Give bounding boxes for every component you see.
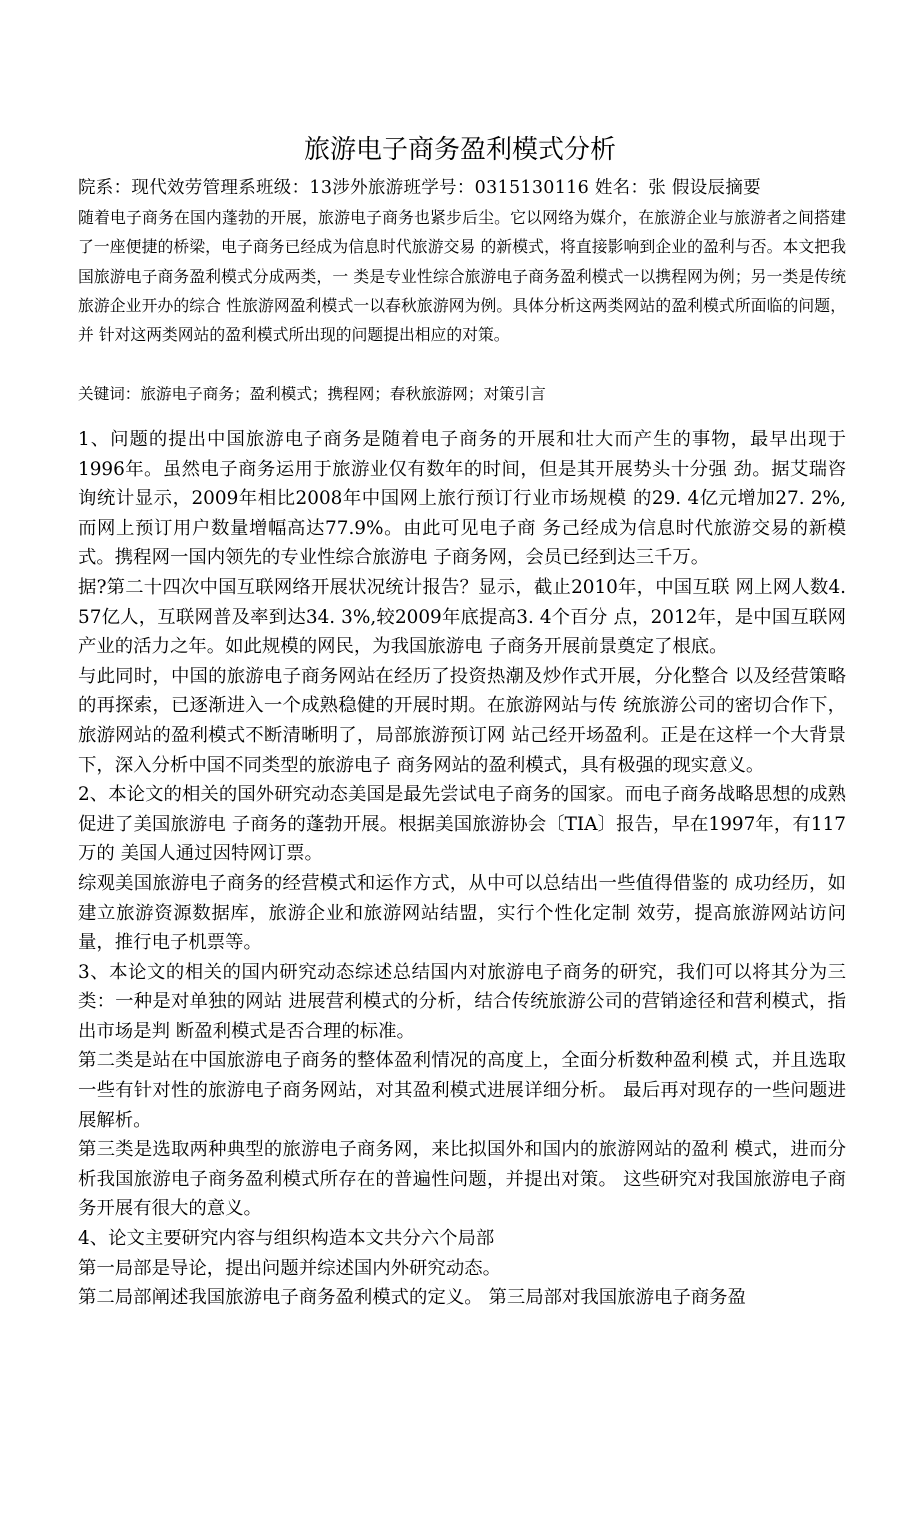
body-paragraph-7: 第二类是站在中国旅游电子商务的整体盈利情况的高度上，全面分析数种盈利模 式，并且选取一些有针对性的旅游电子商务网站，对其盈利模式进展详细分析。 最后再对现存的一些问题进展解析。	[78, 1050, 846, 1131]
body-paragraph-4: 2、本论文的相关的国外研究动态美国是最先尝试电子商务的国家。而电子商务战略思想的成熟促进了美国旅游电 子商务的蓬勃开展。根据美国旅游协会〔TIA〕报告，早在1997年，有117万的 美国人通过因特网订票。	[78, 784, 846, 865]
body-paragraph-9: 4、论文主要研究内容与组织构造本文共分六个局部	[78, 1228, 495, 1250]
body-paragraph-3: 与此同时，中国的旅游电子商务网站在经历了投资热潮及炒作式开展，分化整合 以及经营策略的再探索，已逐渐进入一个成熟稳健的开展时期。在旅游网站与传 统旅游公司的密切合作下，旅游网站的盈利模式不断清晰明了，局部旅游预订网 站己经开场盈利。正是在这样一个大背景下，深入分析中国不同类型的旅游电子 商务网站的盈利模式，具有极强的现实意义。	[78, 665, 846, 776]
body-paragraph-1: 1、问题的提出中国旅游电子商务是随着电子商务的开展和壮大而产生的事物，最早出现于 1996年。虽然电子商务运用于旅游业仅有数年的时间，但是其开展势头十分强 劲。据艾瑞咨询统计显示，2009年相比2008年中国网上旅行预订行业市场规模 的29. 4亿元增加27. 2%,而网上预订用户数量增幅高达77.9%。由此可见电子商 务己经成为信息时代旅游交易的新模式。携程网一国内领先的专业性综合旅游电 子商务网，会员已经到达三千万。	[78, 429, 846, 569]
body-text	[78, 425, 846, 1313]
keywords-line: 关键词：旅游电子商务；盈利模式；携程网；春秋旅游网；对策引言	[78, 385, 546, 403]
author-meta-line: 院系：现代效劳管理系班级：13涉外旅游班学号：0315130116 姓名：张 假设辰摘要	[78, 178, 761, 198]
body-paragraph-5: 综观美国旅游电子商务的经营模式和运作方式，从中可以总结出一些值得借鉴的 成功经历，如建立旅游资源数据库，旅游企业和旅游网站结盟，实行个性化定制 效劳，提高旅游网站访问量，推行电子机票等。	[78, 872, 846, 954]
body-paragraph-2: 据?第二十四次中国互联网络开展状况统计报告？显示，截止2010年，中国互联 网上网人数4. 57亿人，互联网普及率到达34. 3%,较2009年底提高3. 4个百分 点，2012年，是中国互联网产业的活力之年。如此规模的网民，为我国旅游电 子商务开展前景奠定了根底。	[78, 576, 846, 658]
body-paragraph-8: 第三类是选取两种典型的旅游电子商务网，来比拟国外和国内的旅游网站的盈利 模式，进而分析我国旅游电子商务盈利模式所存在的普遍性问题，并提出对策。 这些研究对我国旅游电子商务开展有很大的意义。	[78, 1139, 846, 1220]
abstract-paragraph: 随着电子商务在国内蓬勃的开展，旅游电子商务也紧步后尘。它以网络为媒介，在旅游企业与旅游者之间搭建了一座便捷的桥梁，电子商务已经成为信息时代旅游交易 的新模式，将直接影响到企业的盈利与否。本文把我国旅游电子商务盈利模式分成两类，一 类是专业性综合旅游电子商务盈利模式一以携程网为例；另一类是传统旅游企业开办的综合 性旅游网盈利模式一以春秋旅游网为例。具体分析这两类网站的盈利模式所面临的问题，并 针对这两类网站的盈利模式所出现的问题提出相应的对策。	[78, 208, 846, 345]
document-title: 旅游电子商务盈利模式分析	[303, 135, 616, 165]
body-paragraph-11: 第二局部阐述我国旅游电子商务盈利模式的定义。 第三局部对我国旅游电子商务盈	[78, 1287, 746, 1309]
body-paragraph-10: 第一局部是导论，提出问题并综述国内外研究动态。	[78, 1257, 501, 1279]
body-paragraph-6: 3、本论文的相关的国内研究动态综述总结国内对旅游电子商务的研究，我们可以将其分为三类：一种是对单独的网站 进展营利模式的分析，结合传统旅游公司的营销途径和营利模式，指出市场是判 断盈利模式是否合理的标准。	[78, 961, 846, 1042]
